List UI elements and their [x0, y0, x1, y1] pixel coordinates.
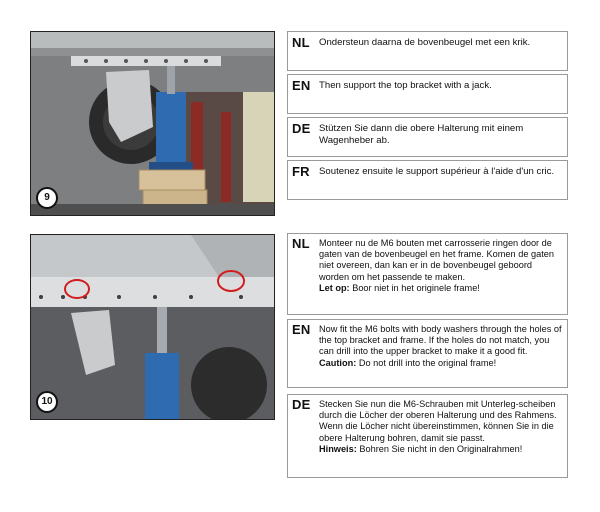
instruction-text — [319, 238, 563, 294]
step-9-photo-illustration — [31, 32, 274, 215]
caution-label: Let op: — [319, 282, 350, 293]
language-code: DE — [292, 121, 311, 136]
instruction-de-step-9 — [287, 117, 568, 157]
language-code: FR — [292, 164, 310, 179]
language-code: DE — [292, 397, 311, 412]
instruction-body: Stecken Sie nun die M6-Schrauben mit Unterleg-scheiben durch die Löcher der oberen Halterung und des Rahmens. Wenn die Löcher nicht übereinstimmen, können Sie in die obere Halterung bohren, damit sie passt. — [319, 399, 557, 443]
caution-text: Bohren Sie nicht in den Originalrahmen! — [359, 443, 523, 454]
language-code: NL — [292, 35, 310, 50]
step-number-badge: 9 — [36, 187, 58, 209]
caution-label: Caution: — [319, 357, 357, 368]
language-code: NL — [292, 236, 310, 251]
instruction-text: Ondersteun daarna de bovenbeugel met een krik. — [319, 37, 531, 48]
instruction-en-step-9 — [287, 74, 568, 114]
instruction-text: Soutenez ensuite le support supérieur à l'aide d'un cric. — [319, 166, 555, 177]
language-code: EN — [292, 78, 311, 93]
instruction-de-step-10 — [287, 394, 568, 478]
instruction-fr-step-9 — [287, 160, 568, 200]
instruction-body: Now fit the M6 bolts with body washers through the holes of the top bracket and frame. If the holes do not match, you can drill into the upper bracket to make it a good fit. — [319, 324, 562, 357]
instruction-text: Then support the top bracket with a jack. — [319, 80, 492, 91]
step-number-badge: 10 — [36, 391, 58, 413]
instruction-text: Stützen Sie dann die obere Halterung mit einem Wagenheber ab. — [319, 123, 524, 146]
step-9-photo — [30, 31, 275, 216]
instruction-body: Monteer nu de M6 bouten met carrosserie ringen door de gaten van de bovenbeugel en het frame. Komen de gaten niet overeen, dan kan er in de bovenbeugel geboord worden om het passende te maken. — [319, 238, 554, 282]
caution-label: Hinweis: — [319, 443, 357, 454]
caution-text: Boor niet in het originele frame! — [352, 282, 480, 293]
language-code: EN — [292, 322, 311, 337]
instruction-en-step-10 — [287, 319, 568, 388]
step-10-photo — [30, 234, 275, 420]
instruction-nl-step-10 — [287, 233, 568, 315]
step-10-photo-illustration — [31, 235, 274, 419]
instruction-nl-step-9 — [287, 31, 568, 71]
caution-text: Do not drill into the original frame! — [358, 357, 497, 368]
instruction-text — [319, 399, 563, 455]
instruction-text — [319, 324, 563, 369]
